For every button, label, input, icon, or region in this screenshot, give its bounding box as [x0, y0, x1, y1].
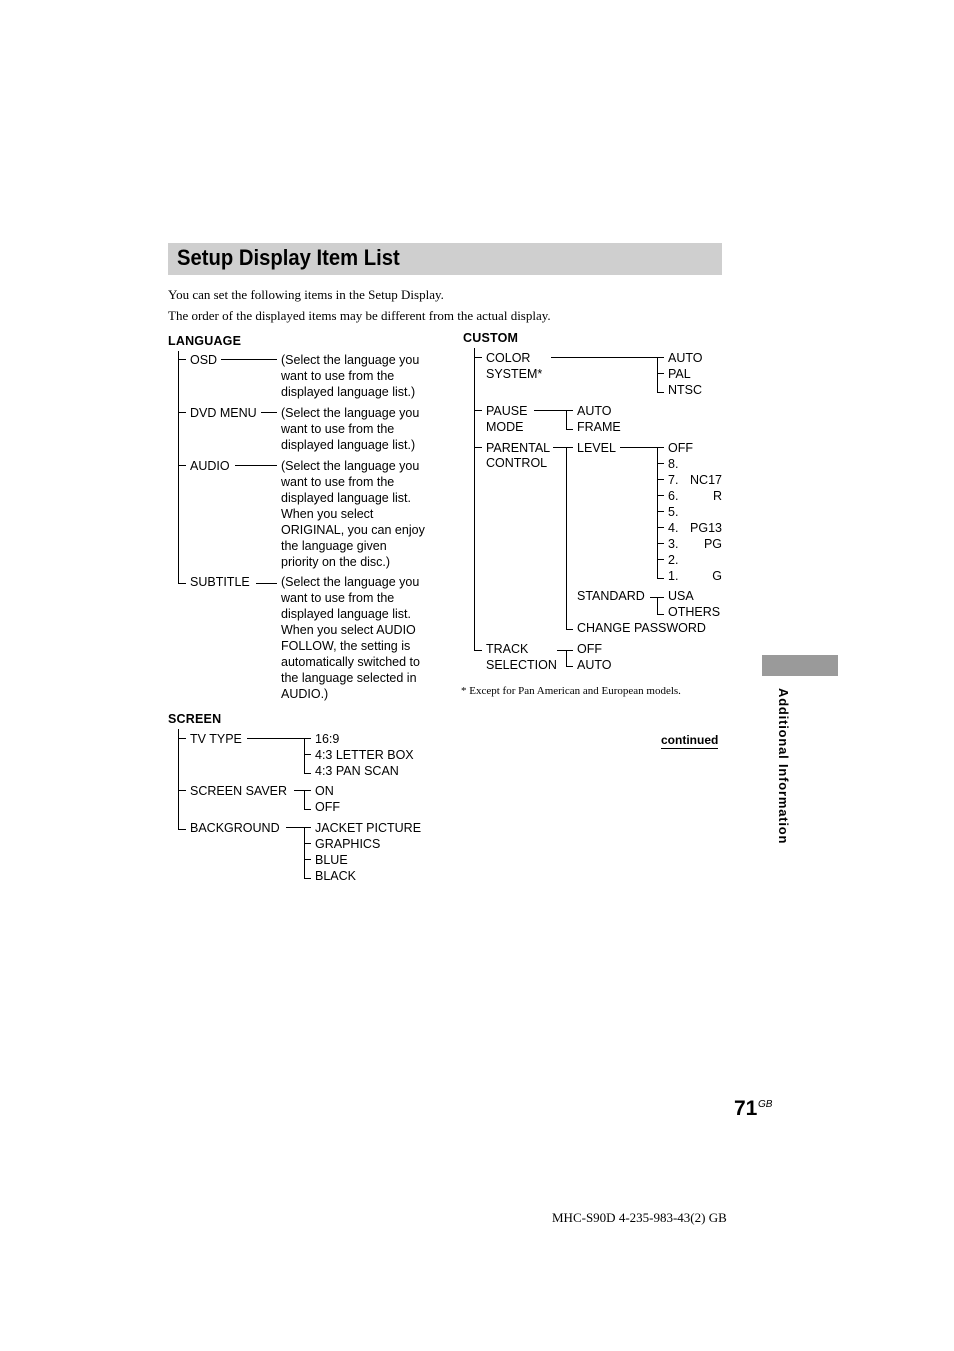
custom-tree-line: [474, 348, 475, 651]
language-item-dvd-menu: DVD MENU: [190, 406, 257, 420]
custom-item-track-selection-line2: SELECTION: [486, 658, 557, 672]
option-tick: [657, 614, 664, 615]
level-rating: PG13: [690, 521, 722, 535]
option-bracket: [657, 357, 658, 393]
option-tick: [657, 511, 664, 512]
tv-type-option: 16:9: [315, 732, 340, 746]
connector-line: [553, 447, 573, 448]
option-tick: [657, 543, 664, 544]
option-bracket: [566, 410, 567, 430]
option-tick: [657, 527, 664, 528]
connector-line: [247, 738, 311, 739]
custom-item-parental-control-line2: CONTROL: [486, 456, 548, 470]
connector-line: [294, 790, 311, 791]
standard-option: USA: [668, 589, 694, 603]
branch-line: [566, 629, 573, 630]
language-tree-line: [178, 351, 179, 584]
level-rating: R: [712, 489, 722, 503]
language-item-subtitle: SUBTITLE: [190, 575, 250, 589]
parental-level-label: LEVEL: [577, 441, 616, 455]
level-rating: G: [712, 569, 722, 583]
screen-tree-line: [178, 729, 179, 830]
option-tick: [657, 463, 664, 464]
connector-line: [551, 357, 664, 358]
custom-item-color-system-line2: SYSTEM*: [486, 367, 543, 381]
pause-mode-option: AUTO: [577, 404, 612, 418]
branch-line: [178, 583, 186, 584]
continued-label: continued: [661, 733, 719, 747]
branch-line: [474, 357, 482, 358]
parental-change-password: CHANGE PASSWORD: [577, 621, 706, 635]
branch-line: [178, 738, 186, 739]
screen-item-background: BACKGROUND: [190, 821, 280, 835]
page-number: 71: [734, 1097, 758, 1120]
section-tab: [762, 655, 838, 676]
connector-line: [534, 410, 573, 411]
option-bracket: [304, 790, 305, 810]
branch-line: [178, 465, 186, 466]
branch-line: [178, 790, 186, 791]
option-tick: [657, 392, 664, 393]
branch-line: [178, 829, 186, 830]
footnote: * Except for Pan American and European models.: [461, 685, 681, 697]
option-tick: [304, 859, 311, 860]
option-tick: [657, 559, 664, 560]
track-selection-option: AUTO: [577, 658, 612, 672]
background-option: GRAPHICS: [315, 837, 381, 851]
screen-saver-option: OFF: [315, 800, 340, 814]
parental-standard-label: STANDARD: [577, 589, 645, 603]
option-tick: [657, 495, 664, 496]
custom-item-color-system: COLOR: [486, 351, 531, 365]
option-tick: [304, 754, 311, 755]
footer-model: MHC-S90D 4-235-983-43(2) GB: [552, 1210, 727, 1225]
language-heading: LANGUAGE: [168, 334, 242, 348]
color-system-option: PAL: [668, 367, 691, 381]
level-rating: NC17: [690, 473, 722, 487]
custom-item-track-selection: TRACK: [486, 642, 529, 656]
track-selection-option: OFF: [577, 642, 602, 656]
option-tick: [657, 479, 664, 480]
screen-item-tv-type: TV TYPE: [190, 732, 242, 746]
level-option: 2.: [668, 553, 679, 567]
connector-line: [235, 465, 277, 466]
option-tick: [657, 578, 664, 579]
connector-line: [557, 650, 573, 651]
option-tick: [304, 809, 311, 810]
language-audio-desc: (Select the language you want to use from the displayed language list. When you select ORIGINAL, you can enjoy the language given priority on the disc.): [281, 459, 425, 569]
language-subtitle-desc: (Select the language you want to use from the displayed language list. When you select AUDIO FOLLOW, the setting is automatically switched to the language selected in AUDIO.): [281, 575, 420, 701]
level-option: 1.: [668, 569, 679, 583]
option-bracket: [304, 738, 305, 774]
branch-line: [178, 412, 186, 413]
tv-type-option: 4:3 PAN SCAN: [315, 764, 399, 778]
parental-sub-tree-line: [566, 447, 567, 630]
branch-line: [178, 359, 186, 360]
language-item-osd: OSD: [190, 353, 218, 367]
intro-line-1: You can set the following items in the Setup Display.: [168, 287, 444, 302]
custom-heading: CUSTOM: [463, 331, 519, 345]
level-option: 8.: [668, 457, 679, 471]
custom-item-pause-mode: PAUSE: [486, 404, 528, 418]
option-tick: [304, 773, 311, 774]
connector-line: [221, 359, 277, 360]
level-option: 7.: [668, 473, 679, 487]
option-tick: [304, 878, 311, 879]
option-bracket: [304, 827, 305, 879]
level-option: 5.: [668, 505, 679, 519]
pause-mode-option: FRAME: [577, 420, 621, 434]
background-option: BLUE: [315, 853, 348, 867]
option-tick: [657, 373, 664, 374]
screen-item-screen-saver: SCREEN SAVER: [190, 784, 288, 798]
background-option: BLACK: [315, 869, 356, 883]
standard-option: OTHERS: [668, 605, 721, 619]
color-system-option: NTSC: [668, 383, 703, 397]
level-rating: PG: [703, 537, 722, 551]
branch-line: [474, 650, 482, 651]
language-osd-desc: (Select the language you want to use from the displayed language list.): [281, 353, 420, 399]
option-tick: [304, 843, 311, 844]
screen-heading: SCREEN: [168, 712, 222, 726]
option-bracket: [566, 650, 567, 667]
level-option: 4.: [668, 521, 679, 535]
page-number-suffix: GB: [758, 1099, 773, 1110]
section-tab-label: Additional Information: [776, 688, 791, 845]
color-system-option: AUTO: [668, 351, 703, 365]
background-option: JACKET PICTURE: [315, 821, 422, 835]
screen-saver-option: ON: [315, 784, 334, 798]
branch-line: [474, 447, 482, 448]
language-dvd-menu-desc: (Select the language you want to use from the displayed language list.): [281, 406, 420, 452]
custom-item-parental-control: PARENTAL: [486, 441, 551, 455]
connector-line: [256, 583, 277, 584]
custom-item-pause-mode-line2: MODE: [486, 420, 524, 434]
level-option: 3.: [668, 537, 679, 551]
tv-type-option: 4:3 LETTER BOX: [315, 748, 414, 762]
connector-line: [261, 412, 277, 413]
option-tick: [566, 429, 573, 430]
intro-line-2: The order of the displayed items may be different from the actual display.: [168, 308, 551, 323]
option-bracket: [657, 597, 658, 615]
option-tick: [566, 666, 573, 667]
level-option: 6.: [668, 489, 679, 503]
level-option: OFF: [668, 441, 693, 455]
branch-line: [474, 410, 482, 411]
language-item-audio: AUDIO: [190, 459, 230, 473]
connector-line: [286, 827, 311, 828]
page-title: Setup Display Item List: [177, 245, 400, 270]
